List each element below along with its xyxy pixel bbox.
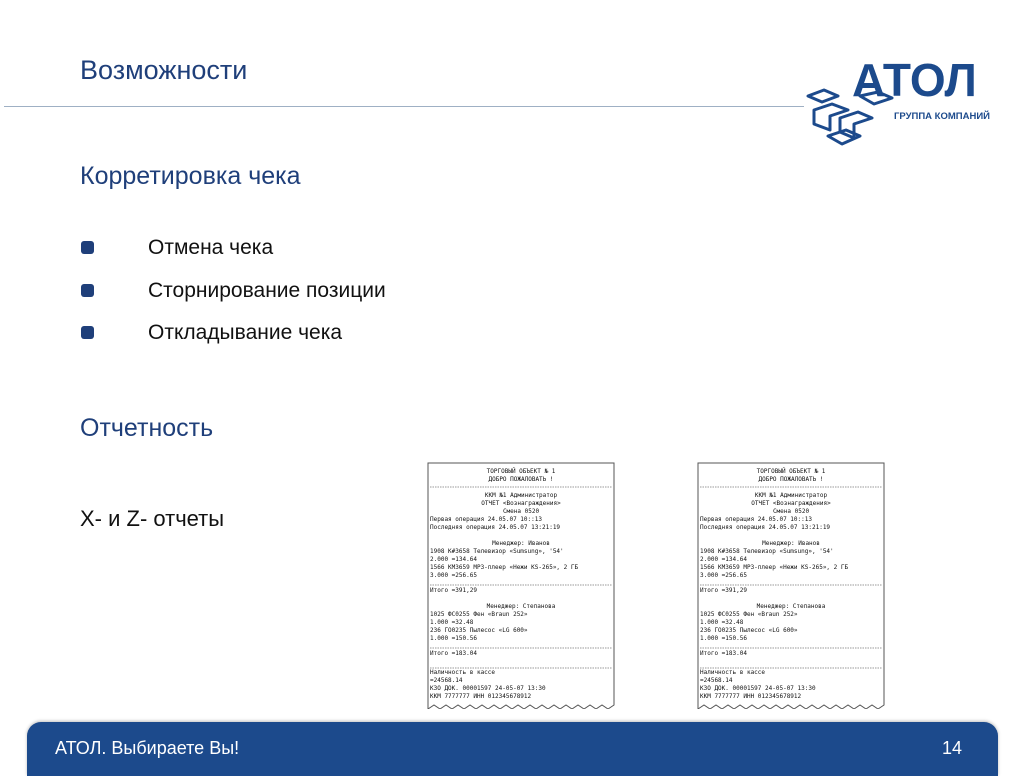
logo-name: АТОЛ <box>852 54 977 106</box>
receipt-line: Наличность в кассе <box>700 669 766 676</box>
receipt-line: 1025 ФС0255 Фен «Braun 252» <box>430 611 528 618</box>
footer-tagline: АТОЛ. Выбираете Вы! <box>55 738 240 758</box>
bullet-icon <box>81 241 94 254</box>
receipt-line: Смена 0520 <box>772 508 810 515</box>
bullet-icon <box>81 284 94 297</box>
reporting-heading: Отчетность <box>80 414 214 442</box>
receipt-line: Первая операция 24.05.07 10::13 <box>700 516 812 523</box>
receipt-line: 2.000 =134.64 <box>700 556 747 563</box>
receipt-line: Менеджер: Иванов <box>492 540 550 547</box>
receipt-line: ДОБРО ПОЖАЛОВАТЬ ! <box>758 476 824 483</box>
header-divider <box>4 106 804 107</box>
page-number: 14 <box>941 738 962 758</box>
receipt-line: Менеджер: Степанова <box>486 603 556 610</box>
receipt-line: Итого =391,29 <box>700 587 747 594</box>
correction-item: Откладывание чека <box>148 321 343 344</box>
slide-title: Возможности <box>80 55 248 85</box>
receipt-line: Наличность в кассе <box>430 669 496 676</box>
receipt-line: ККМ №1 Администратор <box>754 492 828 499</box>
receipt-line: =24568.14 <box>700 677 733 684</box>
correction-heading: Корретировка чека <box>80 162 301 190</box>
receipt-line: Итого =391,29 <box>430 587 477 594</box>
receipt-line: 1025 ФС0255 Фен «Braun 252» <box>700 611 798 618</box>
receipt-line: ОТЧЕТ <Вознаграждения> <box>751 500 831 507</box>
receipt-line: Менеджер: Степанова <box>756 603 826 610</box>
bullet-icon <box>81 326 94 339</box>
receipt-line: 3.000 =256.65 <box>430 572 477 579</box>
receipt-line: КЗО ДОК. 00001597 24-05-07 13:30 <box>700 685 816 692</box>
receipt-line: =24568.14 <box>430 677 463 684</box>
correction-item: Отмена чека <box>148 236 274 259</box>
receipt-x-report <box>426 461 616 709</box>
receipt-line: 1566 КМ3659 MP3-плеер «Нежи KS-265», 2 ГБ <box>700 564 849 571</box>
receipt-line: ТОРГОВЫЙ ОБЪЕКТ № 1 <box>756 468 826 475</box>
receipt-line: ККМ №1 Администратор <box>484 492 558 499</box>
receipt-line: 2.000 =134.64 <box>430 556 477 563</box>
receipt-line: 236 ГО0235 Пылесос «LG 600» <box>430 627 528 634</box>
receipt-line: 1566 КМ3659 MP3-плеер «Нежи KS-265», 2 ГБ <box>430 564 579 571</box>
receipt-line: 236 ГО0235 Пылесос «LG 600» <box>700 627 798 634</box>
receipt-line: КЗО ДОК. 00001597 24-05-07 13:30 <box>430 685 546 692</box>
receipt-line: ОТЧЕТ <Вознаграждения> <box>481 500 561 507</box>
receipt-line: 1.000 =32.48 <box>430 619 474 626</box>
receipt-line: 1908 К#3658 Телевизор «Sumsung», '54' <box>430 548 564 555</box>
reporting-item: X- и Z- отчеты <box>80 506 225 531</box>
receipt-line: ККМ 7777777 ИНН 012345678912 <box>700 693 802 700</box>
receipt-line: ДОБРО ПОЖАЛОВАТЬ ! <box>488 476 554 483</box>
receipt-line: 1.000 =150.56 <box>700 635 747 642</box>
receipt-line: ККМ 7777777 ИНН 012345678912 <box>430 693 532 700</box>
receipt-line: 1.000 =32.48 <box>700 619 744 626</box>
receipt-line: Итого =183.04 <box>700 650 747 657</box>
receipt-line: 1.000 =150.56 <box>430 635 477 642</box>
receipt-line: Последняя операция 24.05.07 13:21:19 <box>700 524 831 531</box>
logo-subtitle: ГРУППА КОМПАНИЙ <box>894 111 990 122</box>
receipt-line: ТОРГОВЫЙ ОБЪЕКТ № 1 <box>486 468 556 475</box>
receipt-z-report <box>696 461 886 709</box>
receipt-line: Смена 0520 <box>502 508 540 515</box>
receipt-line: Итого =183.04 <box>430 650 477 657</box>
correction-item: Сторнирование позиции <box>148 279 386 302</box>
receipt-line: 1908 К#3658 Телевизор «Sumsung», '54' <box>700 548 834 555</box>
receipt-line: Первая операция 24.05.07 10::13 <box>430 516 542 523</box>
receipt-line: Менеджер: Иванов <box>762 540 820 547</box>
receipt-line: Последняя операция 24.05.07 13:21:19 <box>430 524 561 531</box>
atol-logo <box>800 52 1000 152</box>
receipt-line: 3.000 =256.65 <box>700 572 747 579</box>
